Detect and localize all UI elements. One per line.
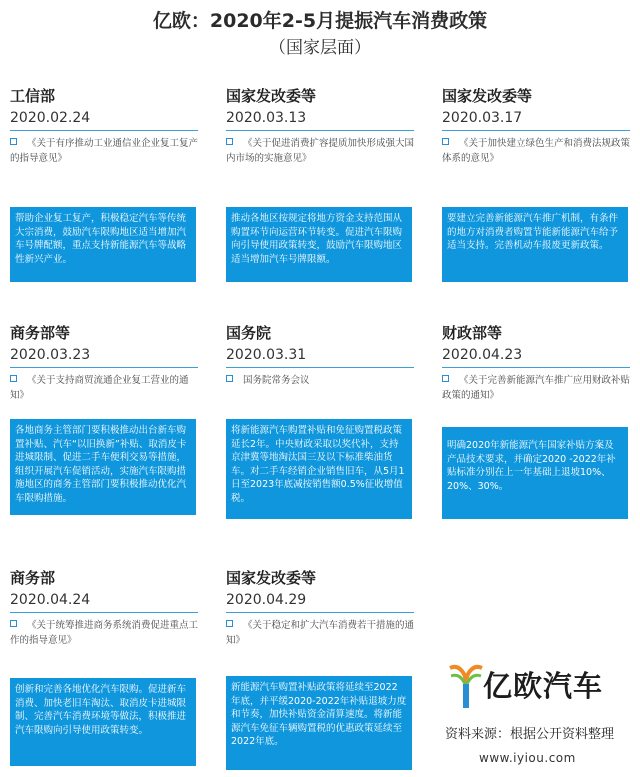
divider	[10, 367, 198, 368]
policy-date: 2020.04.29	[226, 592, 307, 608]
policy-date: 2020.02.24	[10, 110, 91, 126]
policy-date: 2020.03.23	[10, 347, 91, 363]
square-bullet-icon	[442, 375, 449, 382]
policy-summary: 帮助企业复工复产，积极稳定汽车等传统大宗消费，鼓励汽车限购地区适当增加汽车号牌配额，重点支持新能源汽车等战略性新兴产业。	[10, 207, 196, 282]
website-url: www.iyiou.com	[479, 751, 576, 765]
policy-summary: 新能源汽车购置补贴政策将延续至2022年底，并平缓2020-2022年补贴退坡力度和节奏，加快补贴资金清算速度。将新能源汽车免征车辆购置税的优惠政策延续至2022年底。	[226, 676, 412, 770]
department: 国家发改委等	[226, 569, 317, 587]
square-bullet-icon	[226, 620, 233, 627]
policy-date: 2020.04.23	[442, 347, 523, 363]
policy-document: 《关于有序推动工业通信业企业复工复产的指导意见》	[10, 138, 199, 164]
policy-card-1	[10, 86, 200, 265]
policy-card-5	[226, 323, 416, 504]
policy-summary: 各地商务主管部门要积极推动出台新车购置补贴、汽车“以旧换新”补贴、取消皮卡进城限制、促进二手车便利交易等措施，组织开展汽车促销活动，实施汽车限购措施地区的商务主管部门要积极推动优化汽车限购措施。	[10, 419, 196, 515]
policy-date: 2020.03.31	[226, 347, 307, 363]
policy-summary: 明确2020年新能源汽车国家补贴方案及产品技术要求，并确定2020 -2022年补贴标准分别在上一年基础上退坡10%、20%、30%。	[442, 427, 628, 519]
divider	[10, 130, 198, 131]
page-subtitle: （国家层面）	[269, 38, 371, 58]
logo-text: 亿欧汽车	[483, 669, 604, 703]
department: 工信部	[10, 87, 56, 105]
logo-mark-icon	[448, 664, 484, 710]
policy-document: 国务院常务会议	[226, 373, 416, 388]
square-bullet-icon	[226, 138, 233, 145]
policy-card-4	[10, 323, 200, 504]
policy-document: 《关于加快建立绿色生产和消费法规政策体系的意见》	[442, 138, 631, 164]
policy-document: 《关于促进消费扩容提质加快形成强大国内市场的实施意见》	[226, 138, 415, 164]
policy-document: 《关于统筹推进商务系统消费促进重点工作的指导意见》	[10, 620, 199, 646]
policy-card-2	[226, 86, 416, 265]
department: 财政部等	[442, 324, 503, 342]
policy-summary: 将新能源汽车购置补贴和免征购置税政策延长2年。中央财政采取以奖代补，支持京津冀等地淘汰国三及以下标准柴油货车。对二手车经销企业销售旧车，从5月1日至2023年底减按销售额0.5%征收增值税。	[226, 419, 412, 519]
policy-card-6	[442, 323, 632, 492]
square-bullet-icon	[10, 620, 17, 627]
brand-logo	[448, 662, 628, 712]
department: 商务部等	[10, 324, 71, 342]
divider	[226, 130, 414, 131]
policy-document: 《关于支持商贸流通企业复工营业的通知》	[10, 375, 189, 401]
divider	[442, 130, 630, 131]
square-bullet-icon	[442, 138, 449, 145]
square-bullet-icon	[226, 375, 233, 382]
policy-summary: 要建立完善新能源汽车推广机制，有条件的地方对消费者购置节能新能源汽车给予适当支持。完善机动车报废更新政策。	[442, 207, 628, 282]
divider	[10, 612, 198, 613]
department: 国家发改委等	[442, 87, 533, 105]
source-note: 资料来源：根据公开资料整理	[445, 727, 615, 742]
department: 商务部	[10, 569, 56, 587]
page-title: 亿欧：2020年2-5月提振汽车消费政策	[152, 10, 488, 32]
square-bullet-icon	[10, 138, 17, 145]
policy-date: 2020.03.17	[442, 110, 523, 126]
policy-document: 《关于稳定和扩大汽车消费若干措施的通知》	[226, 620, 415, 646]
policy-date: 2020.03.13	[226, 110, 307, 126]
divider	[226, 367, 414, 368]
policy-card-8	[226, 568, 416, 747]
policy-card-3	[442, 86, 632, 251]
policy-date: 2020.04.24	[10, 592, 91, 608]
policy-summary: 推动各地区按规定将地方资金支持范围从购置环节向运营环节转变。促进汽车限购向引导使用政策转变，鼓励汽车限购地区适当增加汽车号牌限额。	[226, 207, 412, 282]
policy-summary: 创新和完善各地优化汽车限购。促进新车消费、加快老旧车淘汰、取消皮卡进城限制、完善汽车消费环境等做法，积极推进汽车限购向引导使用政策转变。	[10, 678, 196, 766]
policy-document: 《关于完善新能源汽车推广应用财政补贴政策的通知》	[442, 375, 631, 401]
divider	[442, 367, 630, 368]
department: 国务院	[226, 324, 272, 342]
department: 国家发改委等	[226, 87, 317, 105]
square-bullet-icon	[10, 375, 17, 382]
divider	[226, 612, 414, 613]
policy-card-7	[10, 568, 200, 736]
